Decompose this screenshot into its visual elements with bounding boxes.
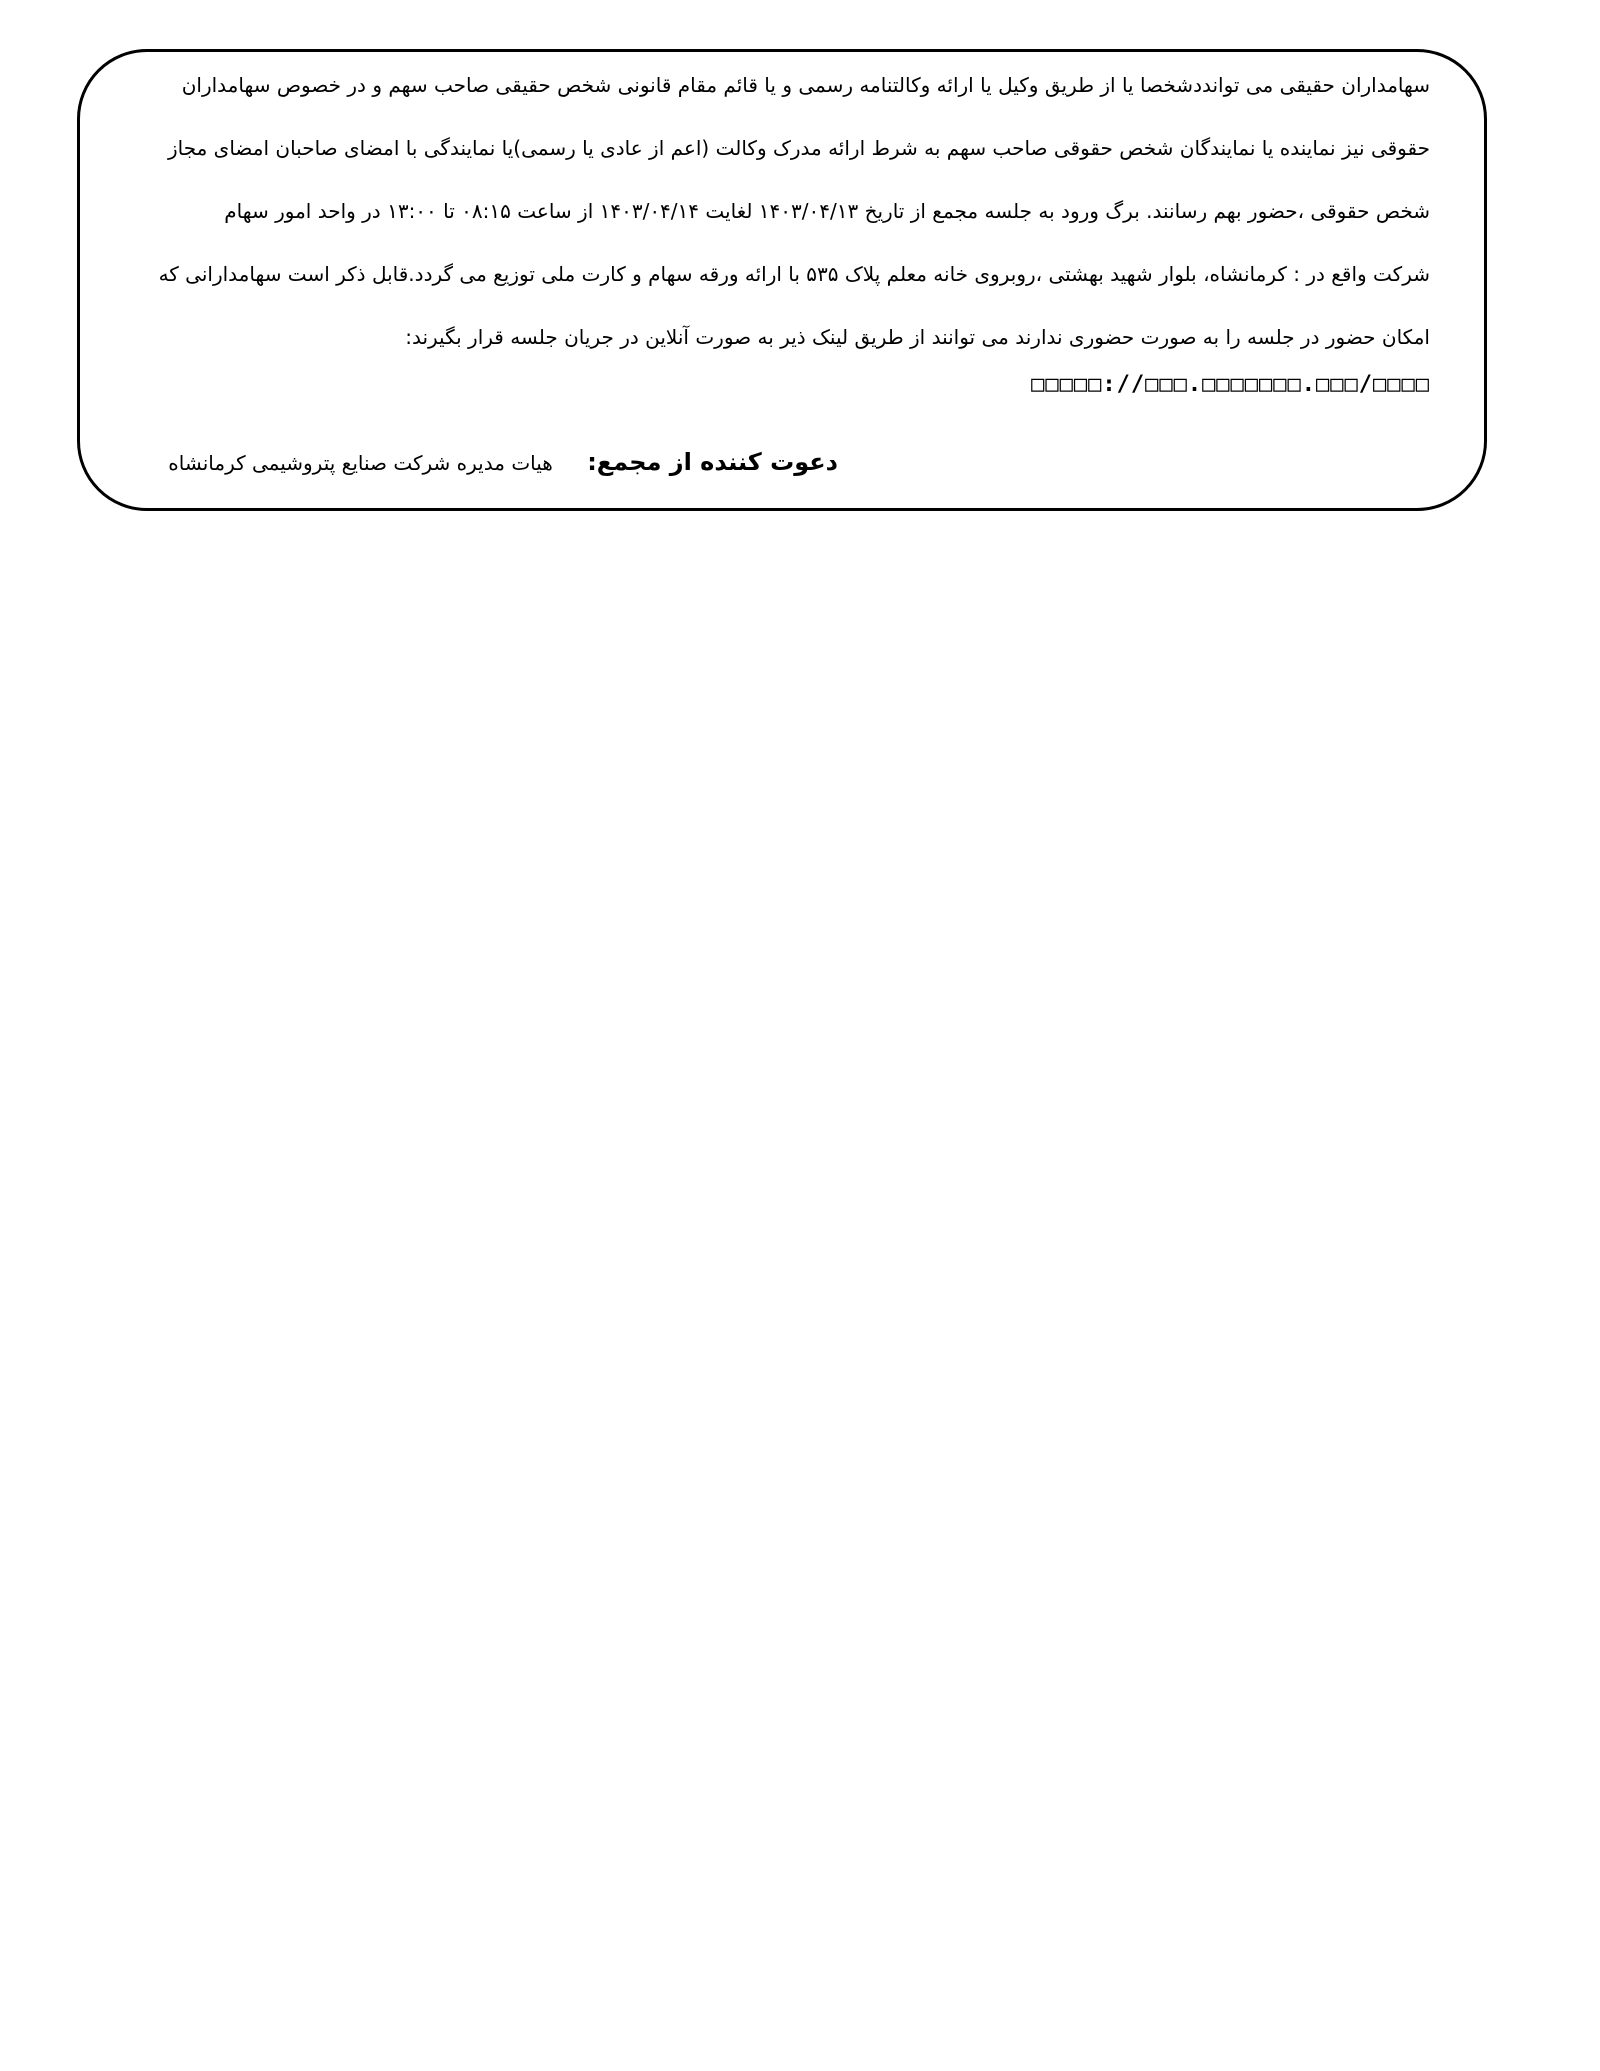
inviter-label: دعوت کننده از مجمع: xyxy=(587,448,838,476)
online-meeting-link[interactable]: □□□□□://□□□.□□□□□□□.□□□/□□□□ xyxy=(1031,372,1430,397)
inviter-value: هیات مدیره شرکت صنایع پتروشیمی کرمانشاه xyxy=(168,451,553,475)
notice-line: شرکت واقع در : کرمانشاه، بلوار شهید بهشتی ،روبروی خانه معلم پلاک ۵۳۵ با ارائه ورقه سهام و کارت ملی توزیع می گردد.قابل ذکر است سهامدارانی که xyxy=(158,262,1430,286)
notice-line: سهامداران حقیقی می توانددشخصا یا از طریق وکیل یا ارائه وکالتنامه رسمی و یا قائم مقام قانونی شخص حقیقی صاحب سهم و در خصوص سهامداران xyxy=(181,73,1430,97)
notice-line: شخص حقوقی ،حضور بهم رسانند. برگ ورود به جلسه مجمع از تاریخ ۱۴۰۳/۰۴/۱۳ لغایت ۱۴۰۳/۰۴/۱۴ از ساعت ۰۸:۱۵ تا ۱۳:۰۰ در واحد امور سهام xyxy=(224,199,1430,223)
notice-line: حقوقی نیز نماینده یا نمایندگان شخص حقوقی صاحب سهم به شرط ارائه مدرک وکالت (اعم از عادی یا رسمی)یا نمایندگی با امضای صاحبان امضای مجاز xyxy=(167,136,1430,160)
notice-body xyxy=(110,54,1430,369)
notice-line: امکان حضور در جلسه را به صورت حضوری ندارند می توانند از طریق لینک ذیر به صورت آنلاین در جریان جلسه قرار بگیرند: xyxy=(405,325,1430,349)
inviter-row xyxy=(168,448,838,476)
